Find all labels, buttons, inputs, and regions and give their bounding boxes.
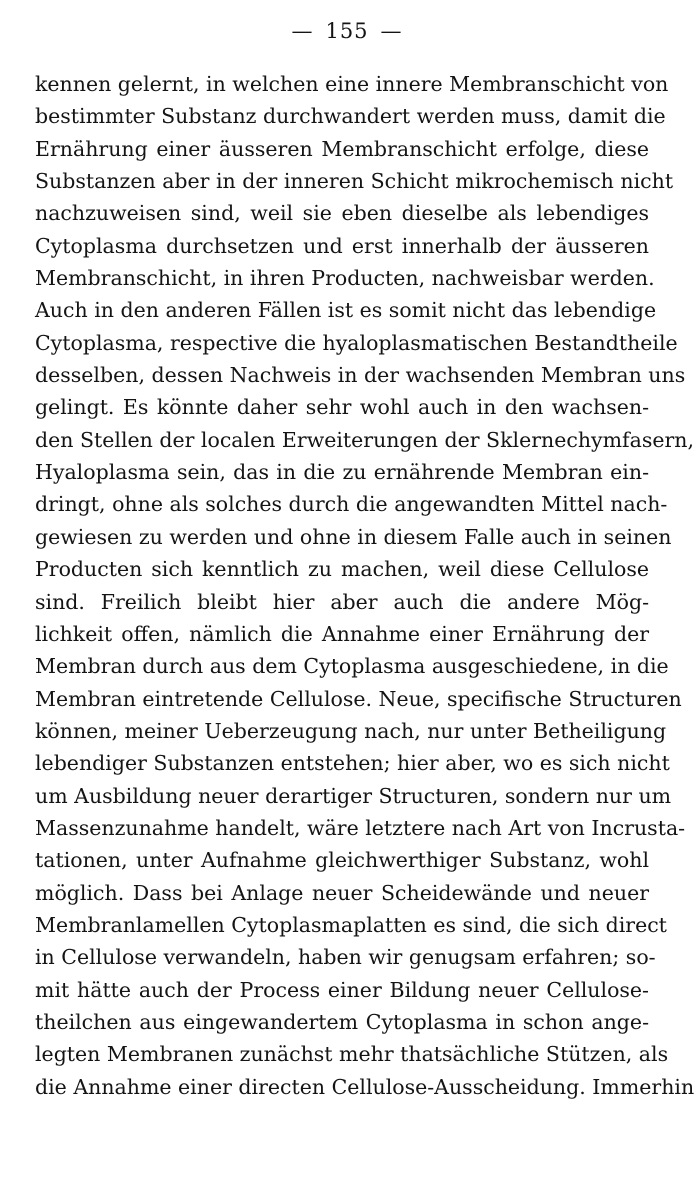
text-line: mit hätte auch der Process einer Bildung neuer Cellulose-: [35, 977, 649, 1002]
text-line: dringt, ohne als solches durch die angewandten Mittel nach-: [35, 492, 668, 517]
text-line: Membranschicht, in ihren Producten, nachweisbar werden.: [35, 266, 655, 291]
text-line: Massenzunahme handelt, wäre letztere nach Art von Incrusta-: [35, 815, 686, 840]
page-number: 155: [325, 19, 369, 43]
text-line: legten Membranen zunächst mehr thatsächliche Stützen, als: [35, 1042, 669, 1067]
text-line: gewiesen zu werden und ohne in diesem Falle auch in seinen: [35, 524, 672, 549]
body-paragraph: [35, 68, 694, 1103]
text-line: Hyaloplasma sein, das in die zu ernährende Membran ein-: [35, 460, 649, 485]
text-line: den Stellen der localen Erweiterungen der Sklernechymfasern,: [35, 427, 694, 452]
text-line: gelingt. Es könnte daher sehr wohl auch in den wachsen-: [35, 395, 649, 420]
page-number-dash-right: —: [380, 19, 403, 43]
text-line: Membran durch aus dem Cytoplasma ausgeschiedene, in die: [35, 654, 669, 679]
text-line: die Annahme einer directen Cellulose-Ausscheidung. Immerhin: [35, 1074, 694, 1099]
text-line: Cytoplasma durchsetzen und erst innerhalb der äusseren: [35, 233, 649, 258]
text-line: kennen gelernt, in welchen eine innere Membranschicht von: [35, 72, 669, 96]
text-line: können, meiner Ueberzeugung nach, nur unter Betheiligung: [35, 718, 667, 743]
text-line: sind. Freilich bleibt hier aber auch die andere Mög-: [35, 589, 649, 614]
text-line: Producten sich kenntlich zu machen, weil diese Cellulose: [35, 557, 649, 582]
text-line: um Ausbildung neuer derartiger Structuren, sondern nur um: [35, 783, 672, 808]
text-line: in Cellulose verwandeln, haben wir genugsam erfahren; so-: [35, 945, 656, 970]
text-line: tationen, unter Aufnahme gleichwerthiger Substanz, wohl: [35, 848, 649, 873]
text-line: lebendiger Substanzen entstehen; hier aber, wo es sich nicht: [35, 751, 670, 776]
text-line: Membranlamellen Cytoplasmaplatten es sind, die sich direct: [35, 912, 667, 937]
text-line: Substanzen aber in der inneren Schicht mikrochemisch nicht: [35, 169, 674, 194]
page-number-header: [0, 16, 694, 46]
text-line: bestimmter Substanz durchwandert werden muss, damit die: [35, 104, 666, 129]
text-line: möglich. Dass bei Anlage neuer Scheidewände und neuer: [35, 880, 649, 905]
page-number-dash-left: —: [291, 19, 314, 43]
text-line: nachzuweisen sind, weil sie eben dieselbe als lebendiges: [35, 201, 649, 226]
text-line: Ernährung einer äusseren Membranschicht erfolge, diese: [35, 136, 649, 161]
text-line: Membran eintretende Cellulose. Neue, specifische Structuren: [35, 686, 682, 711]
text-line: lichkeit offen, nämlich die Annahme einer Ernährung der: [35, 621, 649, 646]
text-line: Auch in den anderen Fällen ist es somit nicht das lebendige: [35, 298, 657, 323]
text-line: desselben, dessen Nachweis in der wachsenden Membran uns: [35, 363, 686, 388]
text-line: Cytoplasma, respective die hyaloplasmatischen Bestandtheile: [35, 330, 678, 355]
text-line: theilchen aus eingewandertem Cytoplasma in schon ange-: [35, 1009, 649, 1034]
